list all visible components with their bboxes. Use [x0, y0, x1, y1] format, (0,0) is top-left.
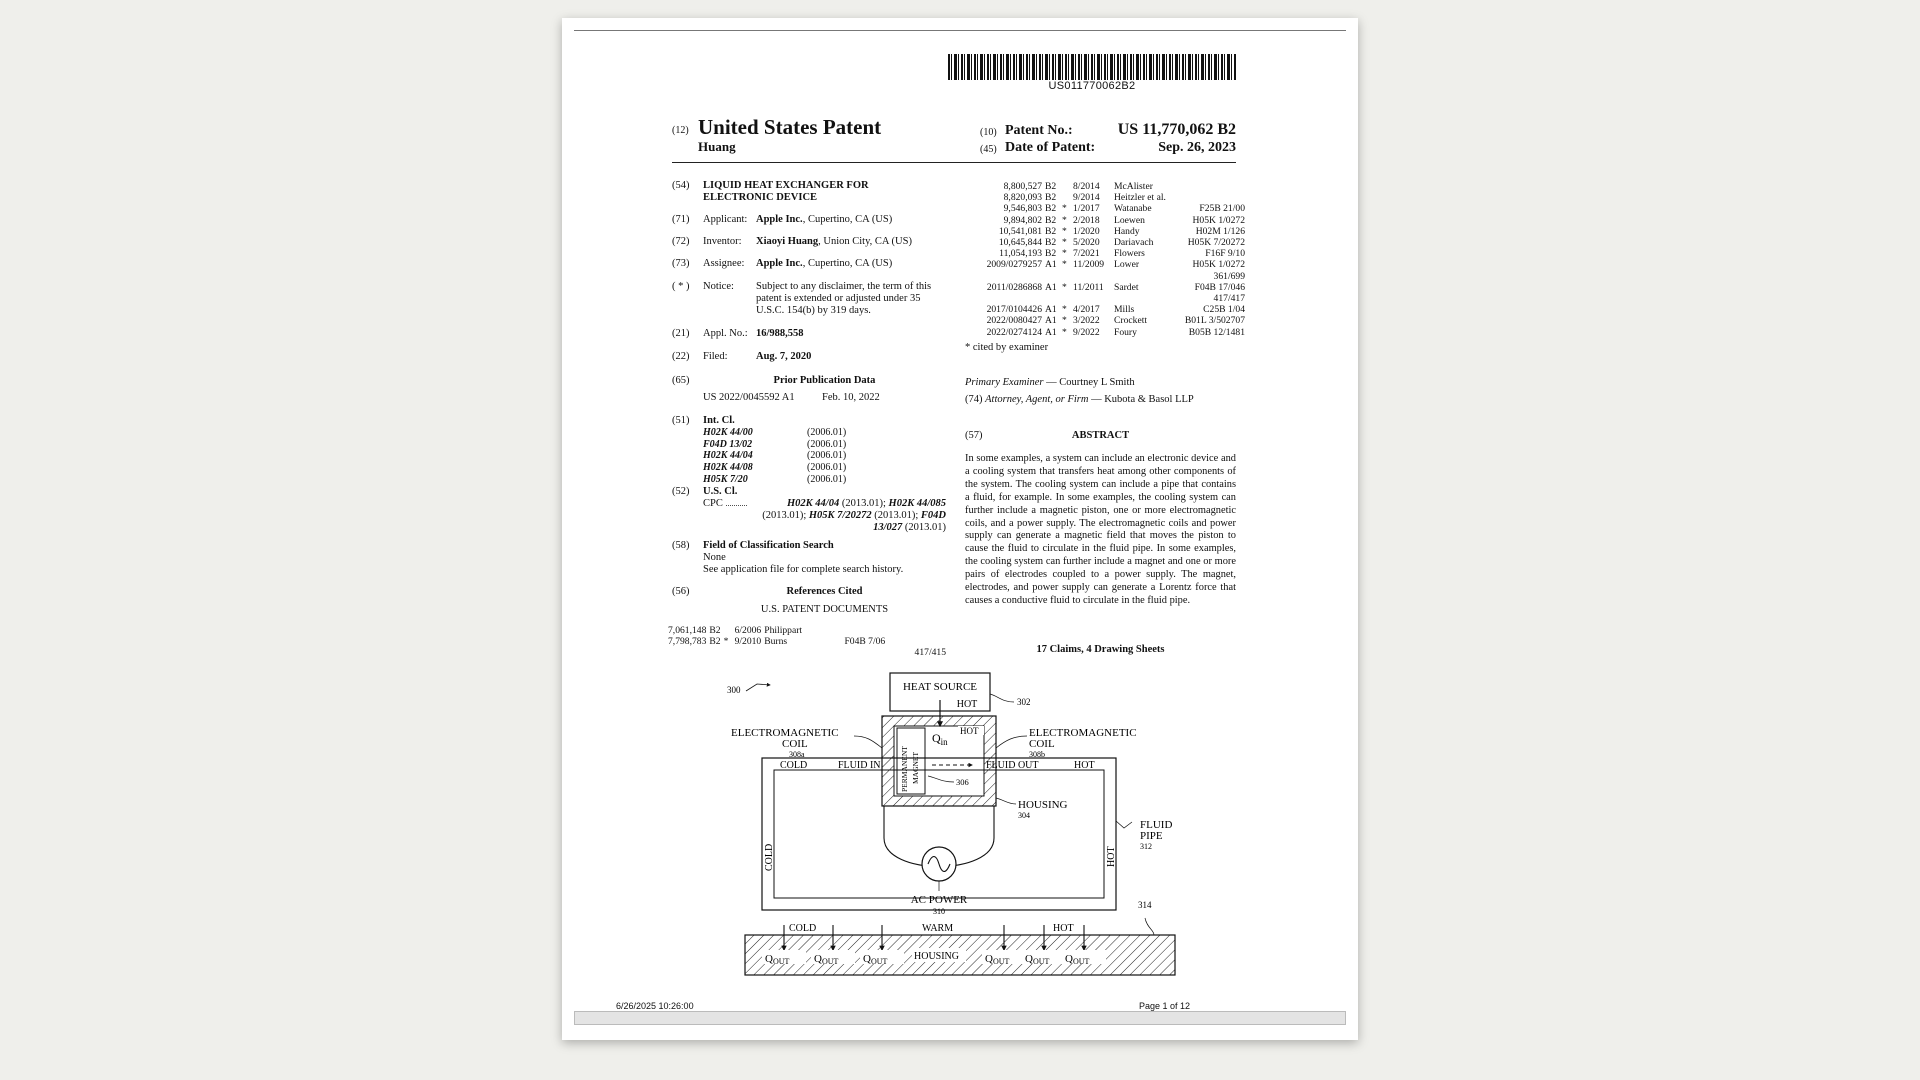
field-num-58: (58): [672, 540, 690, 551]
field-num-54: (54): [672, 180, 690, 191]
int-cl-year: (2006.01): [807, 450, 847, 462]
applicant-label: Applicant:: [703, 214, 748, 225]
ref-class: H05K 1/0272: [1192, 214, 1245, 226]
ref-300-arrow: [746, 684, 770, 691]
field-num-21: (21): [672, 328, 690, 339]
ref-date: 11/2011: [1073, 281, 1104, 293]
em-coil-left-leader: [854, 736, 882, 748]
hot-label-right: HOT: [1106, 846, 1117, 867]
notice-line2: patent is extended or adjusted under 35: [756, 293, 921, 304]
field-num-52: (52): [672, 486, 690, 497]
ref-class: H05K 7/20272: [1187, 237, 1245, 249]
appl-no-label: Appl. No.:: [703, 328, 748, 339]
patent-no-label: Patent No.:: [1005, 123, 1073, 138]
ref-star: *: [1062, 225, 1067, 237]
ref-302: 302: [1017, 697, 1031, 707]
ref-name: Flowers: [1114, 248, 1145, 260]
housing-leader: [996, 798, 1016, 804]
ref-class: B01L 3/502707: [1184, 315, 1245, 327]
claims-summary: 17 Claims, 4 Drawing Sheets: [1036, 644, 1165, 655]
ref-308b: 308b: [1029, 750, 1045, 759]
cpc-code: F04D: [920, 510, 946, 521]
int-cl-code: H05K 7/20: [703, 473, 748, 485]
hot-label: HOT: [956, 699, 978, 710]
ref-star: *: [1062, 237, 1067, 249]
ref-date: 6/2006: [734, 625, 762, 636]
ref-312: 312: [1140, 842, 1152, 851]
em-coil-left-label-1: ELECTROMAGNETIC: [731, 727, 839, 739]
ref-class-extra: 417/415: [914, 647, 946, 658]
us-cl-label: U.S. Cl.: [703, 486, 738, 497]
ref-number: 9,894,802: [1003, 214, 1042, 226]
ref-name: Sardet: [1114, 281, 1139, 293]
ref-name: Dariavach: [1114, 237, 1154, 249]
ref-class: F04B 7/06: [844, 636, 886, 648]
bottom-bar: [574, 1011, 1346, 1025]
inventor-surname: Huang: [698, 139, 736, 154]
field-num-73: (73): [672, 258, 690, 269]
field-num-71: (71): [672, 214, 690, 225]
ref-date: 9/2022: [1073, 326, 1100, 338]
ref-class: F25B 21/00: [1199, 203, 1245, 215]
ref-name: Philippart: [764, 625, 803, 636]
field-num-74: (74): [965, 394, 983, 405]
inventor-name: Xiaoyi Huang: [756, 236, 819, 247]
ref-class: H02M 1/126: [1195, 225, 1245, 237]
fluid-pipe-label-2: PIPE: [1140, 830, 1163, 842]
ref-306: 306: [956, 777, 969, 787]
ref-308a: 308a: [789, 750, 805, 759]
ref-date: 8/2014: [1073, 181, 1100, 192]
int-cl-code: F04D 13/02: [703, 438, 753, 450]
cited-by-examiner: * cited by examiner: [965, 342, 1049, 353]
field-num-65: (65): [672, 375, 690, 386]
ref-number: 10,645,844: [998, 237, 1042, 249]
ref-number: 2022/0274124: [986, 326, 1042, 338]
page-indicator: Page 1 of 12: [1138, 1001, 1190, 1011]
cpc-code: H02K 44/04: [787, 498, 840, 509]
ref-date: 4/2017: [1073, 304, 1100, 316]
em-coil-right-label-2: COIL: [1029, 738, 1055, 750]
ref-star: *: [1062, 315, 1067, 327]
q-out-label: QOUT: [985, 953, 1010, 966]
field-num-22: (22): [672, 351, 690, 362]
ref-kind: B2: [1045, 181, 1057, 192]
housing-bottom-label: HOUSING: [914, 951, 959, 962]
ref-number: 11,054,193: [999, 248, 1042, 260]
int-cl-code: H02K 44/08: [703, 462, 753, 474]
housing-label: HOUSING: [1018, 799, 1068, 811]
fluid-pipe-leader: [1116, 821, 1132, 828]
ref-date: 7/2021: [1073, 248, 1100, 260]
cold-label-top: COLD: [780, 760, 808, 771]
ref-number: 10,541,081: [998, 225, 1042, 237]
patent-figure: [562, 18, 1358, 1040]
us-patent-documents-heading: U.S. PATENT DOCUMENTS: [760, 604, 889, 615]
invention-title-line1: LIQUID HEAT EXCHANGER FOR: [703, 180, 869, 191]
ref-name: Burns: [764, 636, 788, 648]
permanent-magnet-label-2: MAGNET: [911, 751, 920, 784]
ref-number: 7,798,783: [668, 636, 707, 648]
fluid-in-label: FLUID IN: [838, 760, 881, 771]
ref-kind: A1: [1045, 304, 1057, 316]
int-cl-year: (2006.01): [807, 462, 847, 474]
ref-kind: A1: [1045, 326, 1057, 338]
prior-publication-date: Feb. 10, 2022: [822, 392, 880, 403]
assignee-name: Apple Inc.: [756, 258, 803, 269]
int-cl-label: Int. Cl.: [703, 415, 735, 426]
abstract-heading: ABSTRACT: [1071, 430, 1130, 441]
heat-source-label: HEAT SOURCE: [902, 681, 978, 693]
ref-314: 314: [1138, 900, 1152, 910]
barcode-text: US011770062B2: [1048, 80, 1136, 92]
q-out-label: QOUT: [1025, 953, 1050, 966]
ref-304: 304: [1018, 811, 1030, 820]
ref-number: 2009/0279257: [986, 259, 1042, 271]
em-coil-right-label-1: ELECTROMAGNETIC: [1029, 727, 1137, 739]
ref-class: B05B 12/1481: [1188, 326, 1245, 338]
cpc-year: (2013.01);: [762, 510, 809, 521]
notice-line3: U.S.C. 154(b) by 319 days.: [756, 305, 871, 316]
ref-kind: B2: [1045, 248, 1057, 260]
cpc-code: 13/027: [873, 522, 903, 533]
document-title: United States Patent: [698, 115, 882, 139]
ref-kind: A1: [1045, 315, 1057, 327]
ref-number: 8,820,093: [1003, 192, 1042, 204]
cpc-code: H05K 7/20272: [808, 510, 872, 521]
ref-date: 11/2009: [1073, 259, 1105, 271]
ref-date: 2/2018: [1073, 214, 1100, 226]
ref-kind: B2: [709, 636, 721, 648]
ac-power-label: AC POWER: [910, 894, 968, 906]
q-in-label: $Q_{in}$: [932, 731, 948, 747]
cpc-year: (2013.01);: [871, 510, 921, 521]
patent-number: US 11,770,062 B2: [1117, 121, 1236, 138]
cpc-code: H02K 44/085: [888, 498, 946, 509]
field-num-10: (10): [980, 127, 997, 138]
int-cl-year: (2006.01): [807, 427, 847, 438]
q-out-label: QOUT: [814, 953, 839, 966]
hot-label-top-right: HOT: [1074, 760, 1095, 771]
field-num-72: (72): [672, 236, 690, 247]
notice-line1: Subject to any disclaimer, the term of this: [756, 281, 932, 292]
field-search-note: See application file for complete search history.: [703, 564, 904, 575]
ref-number: 2017/0104426: [986, 304, 1042, 316]
cpc-label: CPC: [703, 498, 723, 509]
appl-no: 16/988,558: [756, 328, 804, 339]
permanent-magnet-label-1: PERMANENT: [900, 746, 909, 792]
patent-date: Sep. 26, 2023: [1158, 140, 1236, 155]
warm-label-bottom: WARM: [922, 923, 954, 934]
ref-date: 1/2017: [1073, 203, 1100, 215]
date-label: Date of Patent:: [1005, 140, 1096, 155]
ref-kind: B2: [709, 625, 721, 636]
ref-star: *: [1062, 281, 1067, 293]
ref-class: C25B 1/04: [1203, 304, 1245, 316]
ref-star: *: [723, 636, 729, 648]
ref-kind: A1: [1045, 281, 1057, 293]
ref-date: 9/2014: [1073, 192, 1100, 204]
applicant-location: , Cupertino, CA (US): [802, 214, 893, 225]
filed-date: Aug. 7, 2020: [756, 351, 812, 362]
field-search-none: None: [703, 552, 726, 563]
int-cl-year: (2006.01): [807, 473, 847, 485]
int-cl-code: H02K 44/00: [703, 427, 753, 438]
ref-class: F16F 9/10: [1205, 248, 1245, 260]
cpc-year: (2013.01);: [839, 498, 889, 509]
q-out-label: QOUT: [765, 953, 790, 966]
fluid-out-label: FLUID OUT: [986, 760, 1039, 771]
ref-kind: B2: [1045, 203, 1057, 215]
ref-date: 1/2020: [1073, 225, 1100, 237]
applicant-name: Apple Inc.: [756, 214, 803, 225]
ref-number: 8,800,527: [1003, 181, 1042, 192]
notice-label: Notice:: [703, 281, 734, 292]
ref-class: F04B 17/046: [1194, 281, 1245, 293]
fluid-pipe-label-1: FLUID: [1140, 819, 1173, 831]
ref-star: *: [1062, 214, 1067, 226]
ref-kind: A1: [1045, 259, 1057, 271]
invention-title-line2: ELECTRONIC DEVICE: [703, 192, 818, 203]
ref-name: McAlister: [1114, 181, 1153, 192]
ref-star: *: [1062, 259, 1067, 271]
q-out-label: QOUT: [863, 953, 888, 966]
ref-star: *: [1062, 326, 1067, 338]
ref-300: 300: [727, 685, 741, 695]
references-heading: References Cited: [786, 586, 863, 597]
attorney-label: Attorney, Agent, or Firm: [985, 394, 1089, 405]
primary-examiner: — Courtney L Smith: [1043, 377, 1135, 388]
ref-name: Handy: [1114, 225, 1140, 237]
ref-name: Crockett: [1114, 315, 1148, 327]
ref-name: Loewen: [1114, 214, 1145, 226]
ref-kind: B2: [1045, 214, 1057, 226]
ref-star: *: [1062, 248, 1067, 260]
ref-302-leader: [990, 694, 1014, 702]
field-num-45: (45): [980, 144, 997, 155]
cpc-year: (2013.01): [902, 522, 946, 533]
prior-publication-number: US 2022/0045592 A1: [703, 392, 795, 403]
attorney: — Kubota & Basol LLP: [1088, 394, 1194, 405]
ref-class: 361/699: [1213, 270, 1245, 282]
field-num-12: (12): [672, 125, 689, 136]
ref-number: 2022/0080427: [986, 315, 1042, 327]
cold-label-left: COLD: [764, 843, 775, 871]
ref-number: 9,546,803: [1003, 203, 1042, 215]
q-out-label: QOUT: [1065, 953, 1090, 966]
ref-name: Mills: [1114, 304, 1135, 316]
ref-number: 2011/0286868: [986, 281, 1042, 293]
ref-name: Foury: [1114, 326, 1137, 338]
em-coil-left-label-2: COIL: [782, 738, 808, 750]
ref-date: 3/2022: [1073, 315, 1100, 327]
ref-star: *: [1062, 304, 1067, 316]
abstract-text: In some examples, a system can include an electronic device and a cooling system that transfers heat among other components of the system. The cooling system can include a pipe that contains a fluid, for example. In some examples, the cooling system can further include a magnetic piston, one or more electromagnetic coils, and a power supply. The electromagnetic coils and power supply can generate a magnetic field that moves the piston to cause the fluid to circulate in the fluid pipe. In some examples, the cooling system can further include a magnet and one or more pairs of electrodes coupled to a power supply. The magnet, electrodes, and power supply can generate a Lorentz force that causes a conductive fluid to circulate in the fluid pipe.: [965, 453, 1236, 606]
field-num-51: (51): [672, 415, 690, 426]
inventor-location: , Union City, CA (US): [818, 236, 912, 247]
ref-date: 9/2010: [734, 636, 762, 648]
ref-name: Watanabe: [1114, 203, 1152, 215]
hot-label-inner: HOT: [960, 726, 979, 736]
assignee-location: , Cupertino, CA (US): [802, 258, 893, 269]
ref-kind: B2: [1045, 225, 1057, 237]
int-cl-year: (2006.01): [807, 438, 847, 450]
ref-kind: B2: [1045, 192, 1057, 204]
field-num-56: (56): [672, 586, 690, 597]
print-timestamp: 6/26/2025 10:26:00: [616, 1001, 694, 1011]
examiner-label: Primary Examiner: [965, 377, 1044, 388]
field-search-label: Field of Classification Search: [703, 540, 834, 551]
cpc-dots: ...........: [725, 499, 748, 508]
ref-kind: B2: [1045, 237, 1057, 249]
inventor-label: Inventor:: [703, 236, 742, 247]
ref-date: 5/2020: [1073, 237, 1100, 249]
ref-name: Heitzler et al.: [1114, 192, 1166, 204]
ref-class: 417/417: [1213, 293, 1245, 305]
field-num-57: (57): [965, 430, 983, 441]
assignee-label: Assignee:: [703, 258, 745, 269]
em-coil-right-leader: [996, 736, 1027, 748]
filed-label: Filed:: [703, 351, 728, 362]
patent-page: [562, 18, 1358, 1040]
int-cl-code: H02K 44/04: [703, 450, 753, 462]
ref-314-leader: [1145, 918, 1154, 935]
ref-star: *: [1062, 203, 1067, 215]
ref-class: H05K 1/0272: [1192, 259, 1245, 271]
field-num-notice: ( * ): [672, 281, 690, 292]
cold-label-bottom: COLD: [789, 923, 817, 934]
ref-310: 310: [933, 907, 945, 916]
ref-number: 7,061,148: [668, 625, 707, 636]
ref-name: Lower: [1114, 259, 1140, 271]
prior-publication-heading: Prior Publication Data: [773, 375, 876, 386]
hot-label-bottom: HOT: [1053, 923, 1074, 934]
